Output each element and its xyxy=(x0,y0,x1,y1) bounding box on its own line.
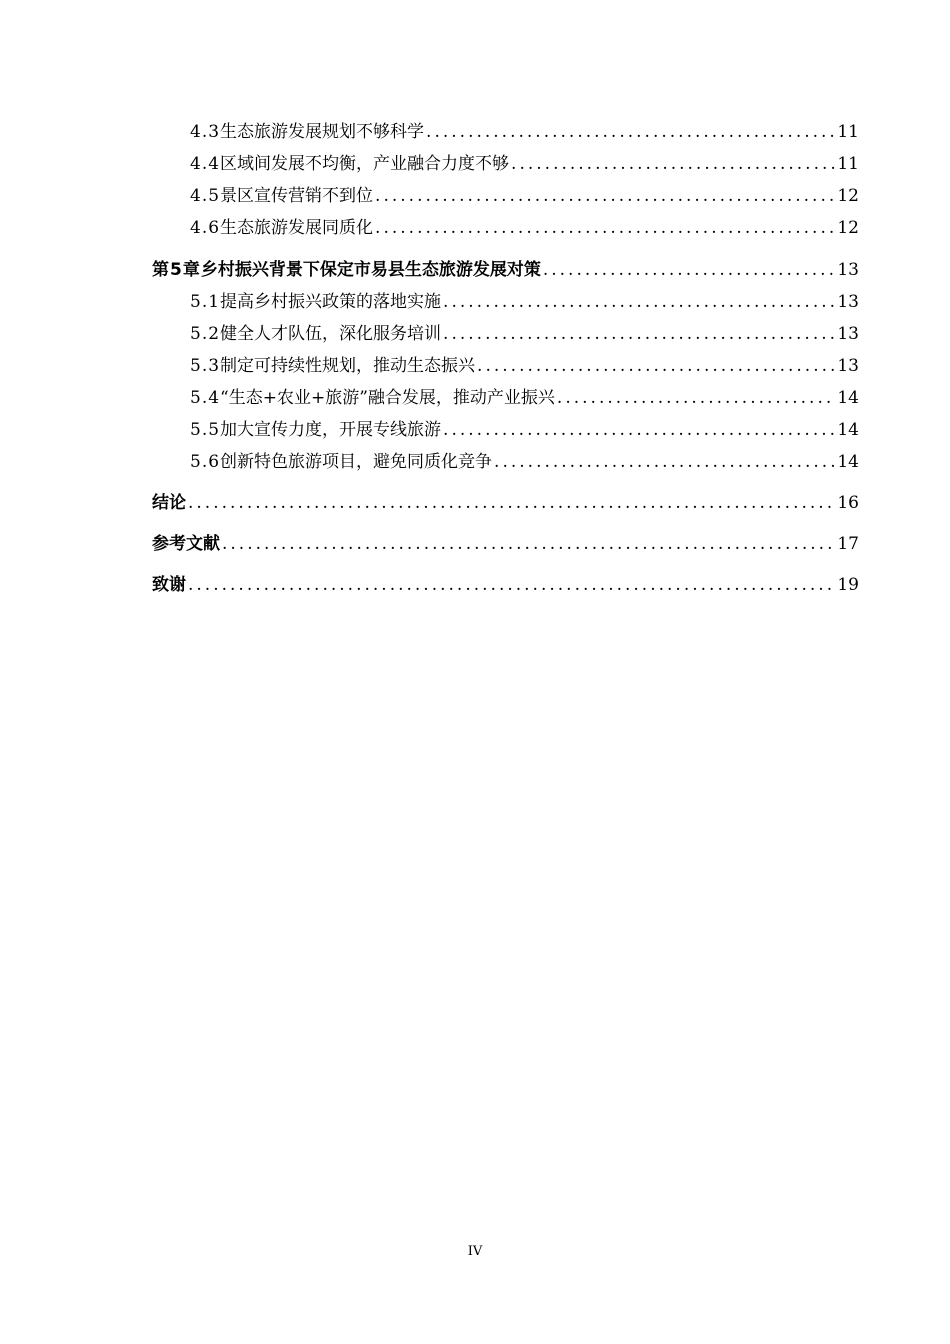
toc-entry-4-6[interactable] xyxy=(190,216,859,240)
section-number: 5.2 xyxy=(190,324,221,344)
page-number: 12 xyxy=(837,218,859,238)
page-number: 13 xyxy=(837,356,859,376)
toc-entry-references[interactable] xyxy=(152,532,859,556)
section-title: 生态旅游发展同质化 xyxy=(220,218,374,238)
section-title: 加大宣传力度，开展专线旅游 xyxy=(220,420,442,440)
section-title: 结论 xyxy=(152,493,186,513)
page-number: 17 xyxy=(837,534,859,554)
section-number: 4.4 xyxy=(190,154,221,174)
toc-entry-conclusion[interactable] xyxy=(152,491,859,515)
toc-entry-4-4[interactable] xyxy=(190,152,859,176)
page-footer-number: IV xyxy=(467,1244,483,1259)
section-title: 生态旅游发展规划不够科学 xyxy=(220,122,425,142)
section-title: 创新特色旅游项目，避免同质化竞争 xyxy=(220,452,493,472)
section-number: 5.6 xyxy=(190,452,221,472)
page-number: 12 xyxy=(837,186,859,206)
page-number: 13 xyxy=(837,292,859,312)
chapter-title: 乡村振兴背景下保定市易县生态旅游发展对策 xyxy=(200,260,541,280)
dot-leader xyxy=(375,184,835,208)
section-number: 4.6 xyxy=(190,218,221,238)
dot-leader xyxy=(543,258,836,282)
toc-entry-5-4[interactable] xyxy=(190,386,859,410)
toc-entry-acknowledgements[interactable] xyxy=(152,573,859,597)
page-number: 13 xyxy=(837,324,859,344)
chapter-number: 第5章 xyxy=(152,260,201,280)
page-number: 14 xyxy=(837,420,859,440)
section-number: 4.5 xyxy=(190,186,221,206)
page-number: 14 xyxy=(837,388,859,408)
page-number: 13 xyxy=(837,260,859,280)
section-title: 制定可持续性规划，推动生态振兴 xyxy=(220,356,476,376)
dot-leader xyxy=(443,322,835,346)
toc-entry-5-6[interactable] xyxy=(190,450,859,474)
dot-leader xyxy=(511,152,835,176)
toc-entry-5-5[interactable] xyxy=(190,418,859,442)
toc-entry-5-3[interactable] xyxy=(190,354,859,378)
toc-entry-4-3[interactable] xyxy=(190,120,859,144)
dot-leader xyxy=(426,120,835,144)
dot-leader xyxy=(494,450,835,474)
section-number: 4.3 xyxy=(190,122,221,142)
section-title: 景区宣传营销不到位 xyxy=(220,186,374,206)
dot-leader xyxy=(375,216,835,240)
section-title: 致谢 xyxy=(152,575,186,595)
section-number: 5.5 xyxy=(190,420,221,440)
page-number: 14 xyxy=(837,452,859,472)
toc-entry-chapter-5[interactable] xyxy=(152,258,859,282)
section-title: 参考文献 xyxy=(152,534,220,554)
dot-leader xyxy=(443,418,835,442)
dot-leader xyxy=(188,491,835,515)
page-number: 19 xyxy=(837,575,859,595)
section-number: 5.3 xyxy=(190,356,221,376)
section-title: “生态+农业+旅游”融合发展，推动产业振兴 xyxy=(220,388,555,408)
section-number: 5.4 xyxy=(190,388,221,408)
section-number: 5.1 xyxy=(190,292,221,312)
section-title: 区域间发展不均衡，产业融合力度不够 xyxy=(220,154,510,174)
dot-leader xyxy=(443,290,835,314)
dot-leader xyxy=(188,573,835,597)
page-number: 11 xyxy=(837,122,859,142)
section-title: 提高乡村振兴政策的落地实施 xyxy=(220,292,442,312)
toc-entry-5-1[interactable] xyxy=(190,290,859,314)
section-title: 健全人才队伍，深化服务培训 xyxy=(220,324,442,344)
dot-leader xyxy=(222,532,835,556)
dot-leader xyxy=(557,386,835,410)
toc-entry-5-2[interactable] xyxy=(190,322,859,346)
dot-leader xyxy=(477,354,835,378)
page-number: 16 xyxy=(837,493,859,513)
toc-entry-4-5[interactable] xyxy=(190,184,859,208)
page-number: 11 xyxy=(837,154,859,174)
